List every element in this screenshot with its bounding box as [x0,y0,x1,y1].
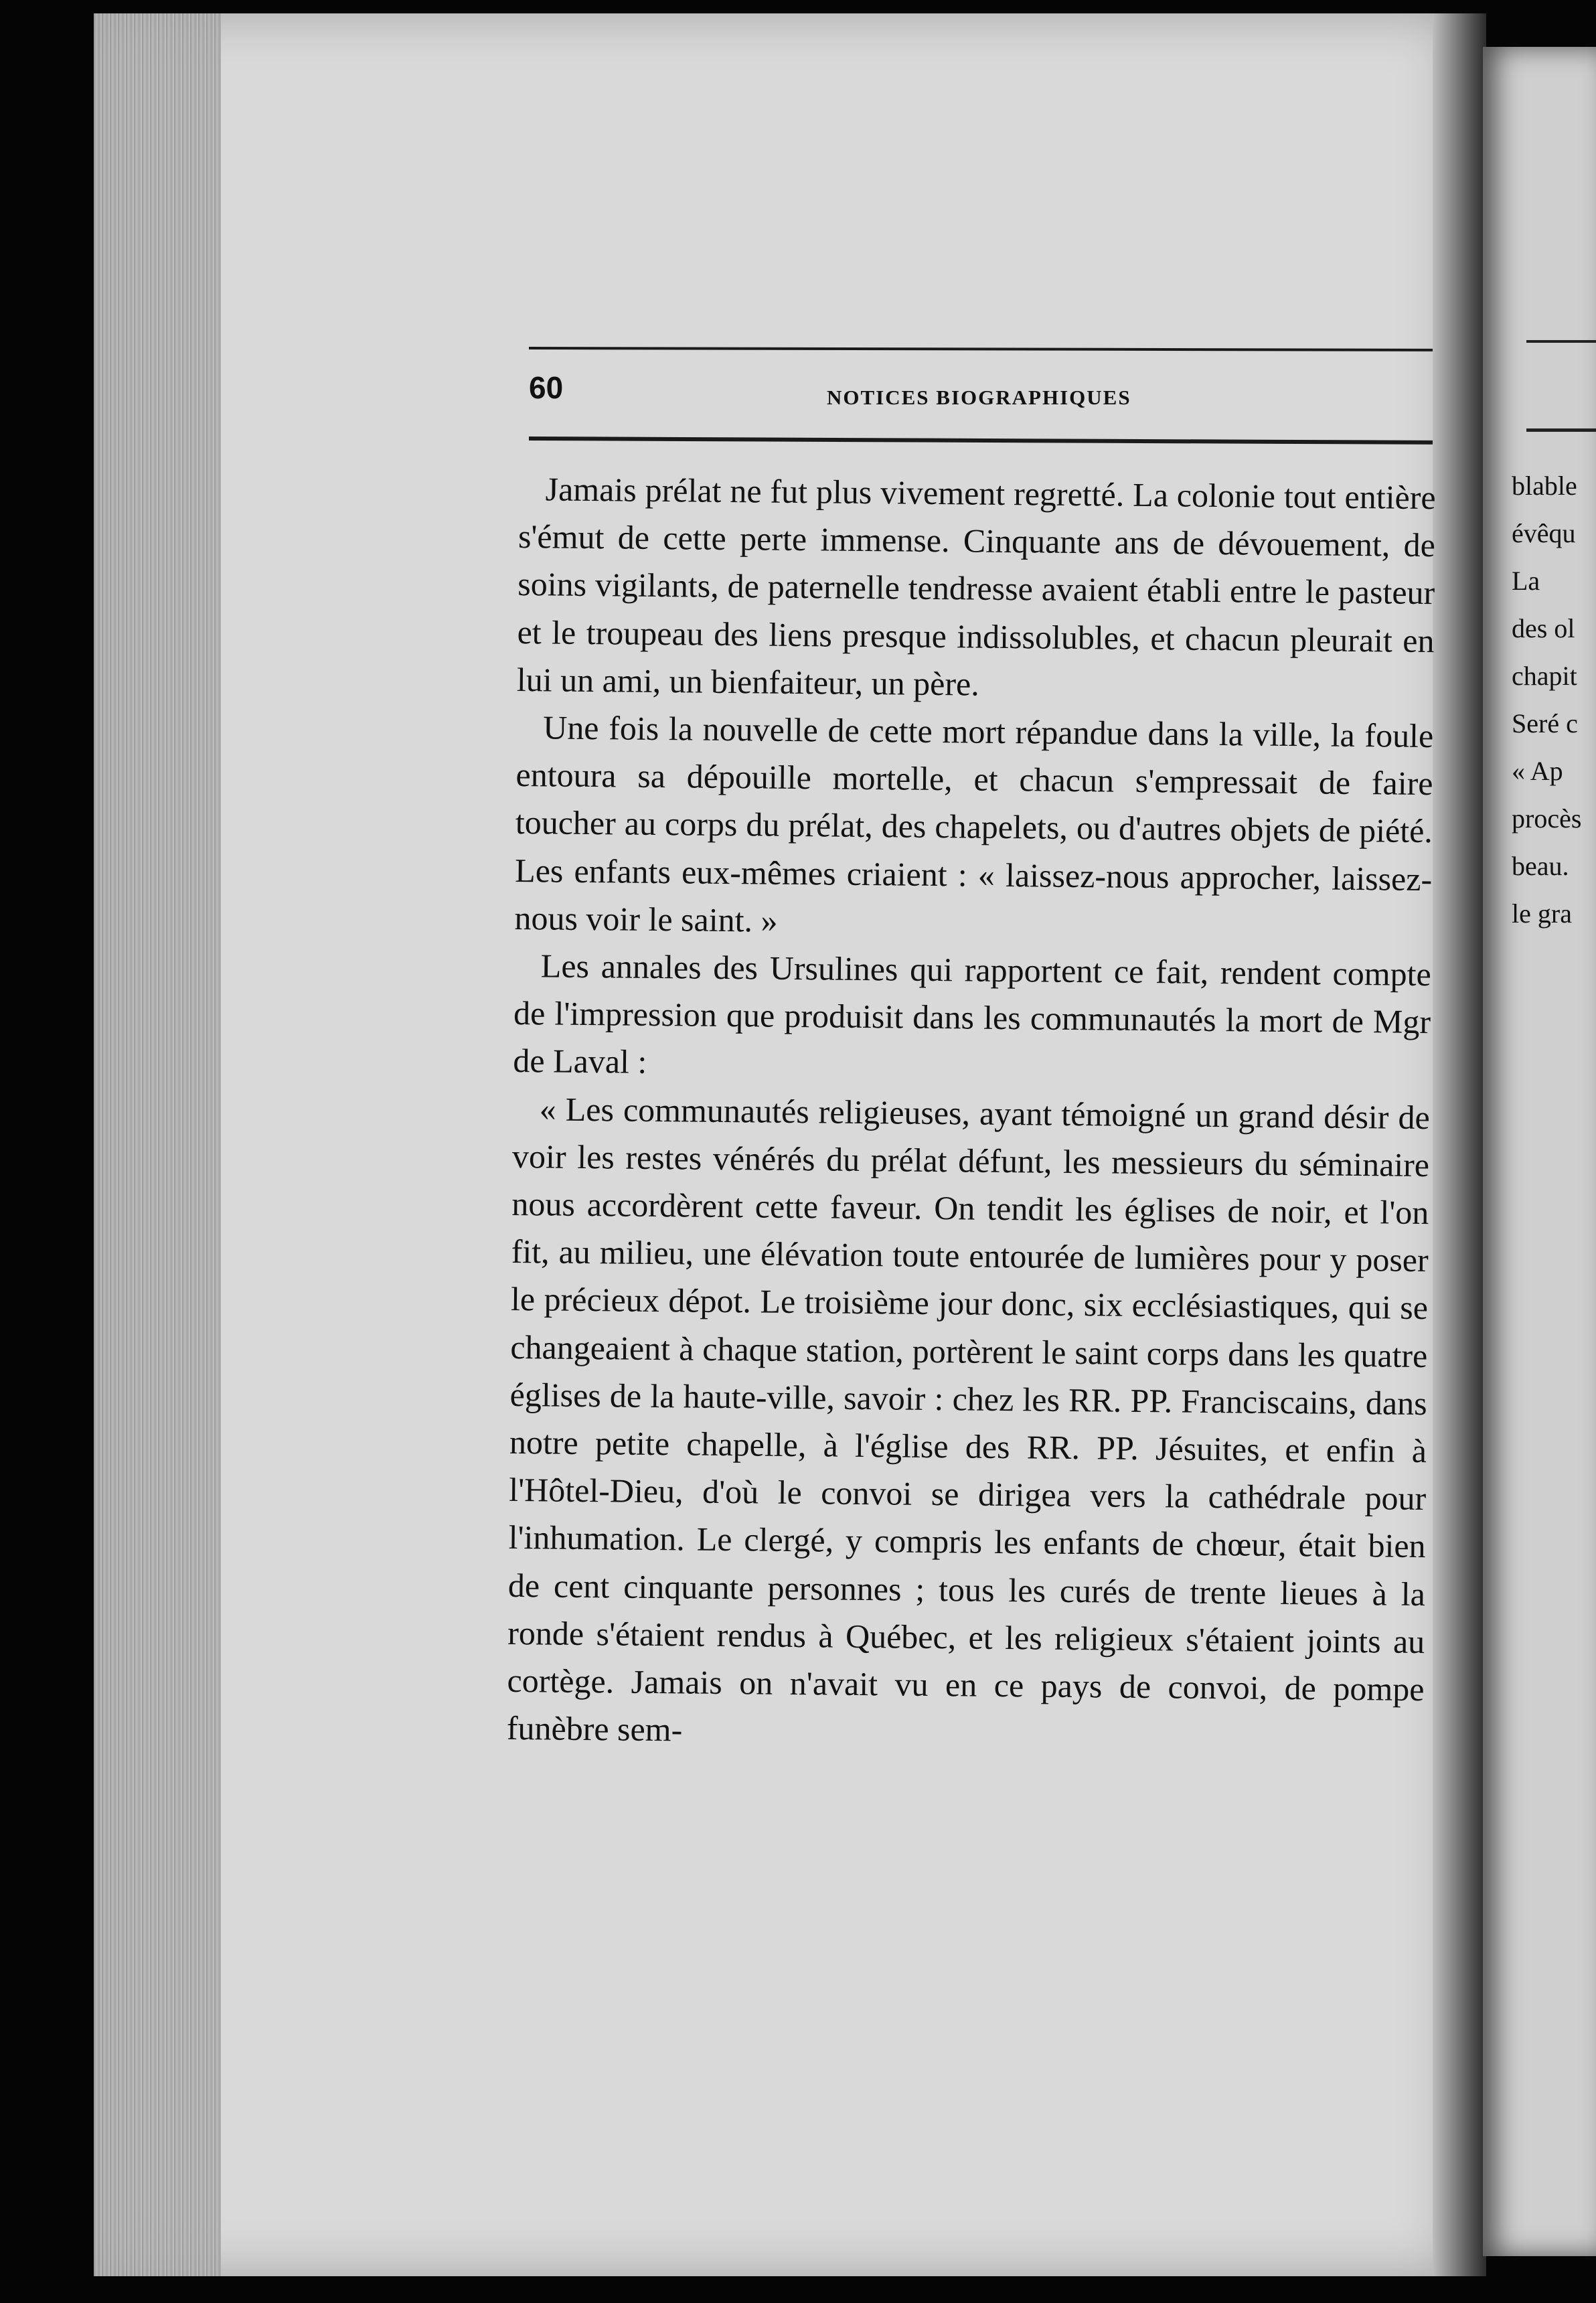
book-gutter [1433,13,1486,2276]
paragraph: Jamais prélat ne fut plus vivement regretté. La colonie tout entière s'émut de cette perte immense. Cinquante ans de dévouement, de soins vigilants, de paternelle tendresse avaient établi entre le pasteur et le troupeau des liens presque indissolubles, et chacun pleurait en lui un ami, un bienfaiteur, un père. [516,470,1436,703]
facing-line: Seré c [1512,708,1578,738]
facing-line: « Ap [1512,756,1563,786]
facing-line: chapit [1512,661,1577,691]
facing-line: évêqu [1512,518,1576,548]
facing-header-rule [1526,340,1596,343]
facing-line: des ol [1512,613,1575,643]
page-number: 60 [529,370,564,405]
facing-page-text [1512,462,1596,937]
paragraph: Les annales des Ursulines qui rapportent ce fait, rendent compte de l'impression que produisit dans les communautés la mort de Mgr de Laval : [513,947,1432,1081]
facing-line: procès [1512,803,1582,833]
facing-page [1483,47,1596,2256]
page-edges [94,13,221,2276]
facing-line: La [1512,566,1540,596]
paragraph: Une fois la nouvelle de cette mort répandue dans la ville, la foule entoura sa dépouille mortelle, et chacun s'empressait de faire toucher au corps du prélat, des chapelets, ou d'autres objets de piété. Les enfants eux-mêmes criaient : « laissez-nous approcher, laissez-nous voir le saint. » [514,708,1434,939]
facing-line: le gra [1512,898,1572,929]
facing-header-rule-lower [1526,428,1596,432]
body-text [507,465,1436,1761]
paragraph: « Les communautés religieuses, ayant témoigné un grand désir de voir les restes vénérés du prélat défunt, les messieurs du séminaire nous accordèrent cette faveur. On tendit les églises de noir, et l'on fit, au milieu, une élévation toute entourée de lumières pour y poser le précieux dépot. Le troisième jour donc, six ecclésiastiques, qui se changeaient à chaque station, portèrent le saint corps dans les quatre églises de la haute-ville, savoir : chez les RR. PP. Franciscains, dans notre petite chapelle, à l'église des RR. PP. Jésuites, et enfin à l'Hôtel-Dieu, d'où le convoi se dirigea vers la cathédrale pour l'inhumation. Le clergé, y compris les enfants de chœur, était bien de cent cinquante personnes ; tous les curés de trente lieues à la ronde s'étaient rendus à Québec, et les religieux s'étaient joints au cortège. Jamais on n'avait vu en ce pays de convoi, de pompe funèbre sem- [506,1089,1430,1749]
facing-line: blable [1512,471,1577,501]
running-head: NOTICES BIOGRAPHIQUES [827,386,1131,409]
facing-line: beau. [1512,851,1569,881]
